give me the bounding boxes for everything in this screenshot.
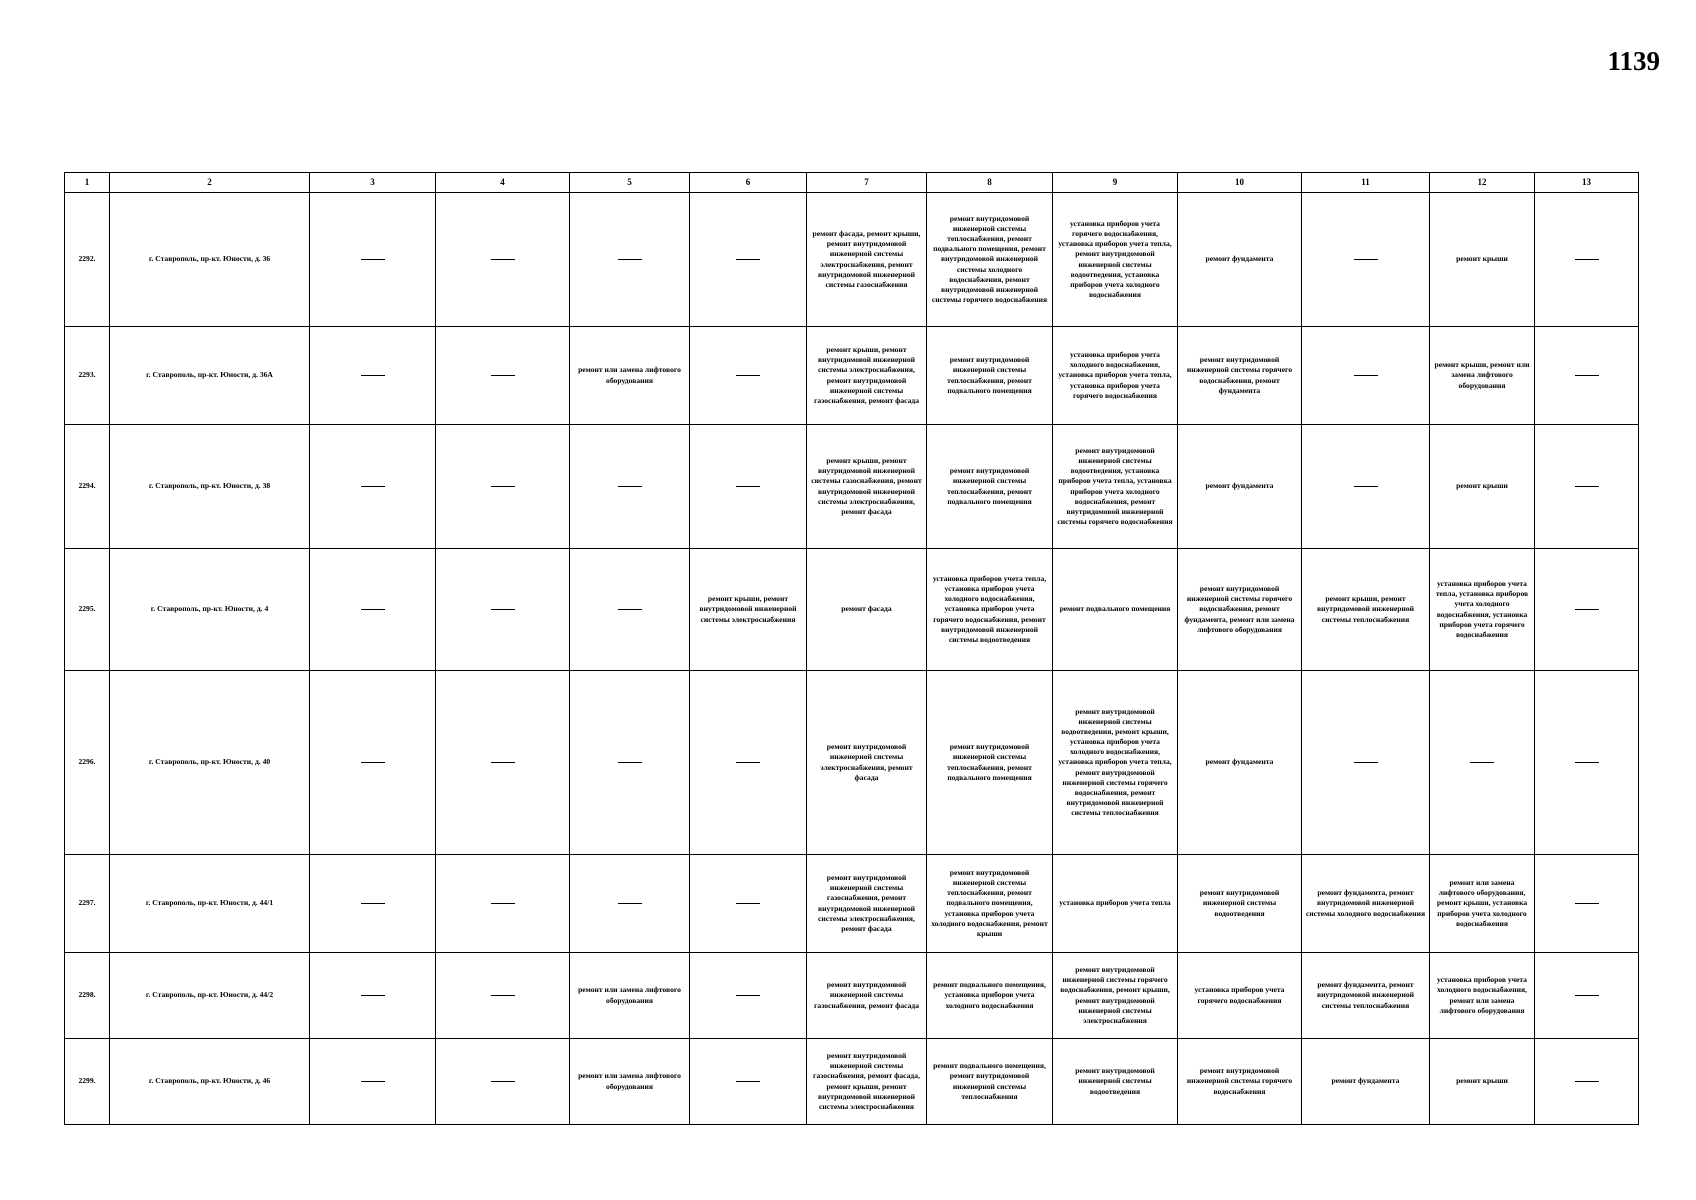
dash-mark	[1354, 375, 1378, 376]
row-number: 2299.	[65, 1039, 110, 1125]
work-cell: ремонт внутридомовой инженерной системы водоотведения, установка приборов учета тепла, установка приборов учета холодного водоснабжения, ремонт внутридомовой инженерной системы горячего водоснабжения	[1053, 425, 1178, 549]
work-cell: ремонт внутридомовой инженерной системы теплоснабжения, ремонт подвального помещения	[927, 327, 1053, 425]
dash-mark	[361, 259, 385, 260]
work-cell: ремонт фасада, ремонт крыши, ремонт внутридомовой инженерной системы электроснабжения, ремонт внутридомовой инженерной системы газоснабжения	[807, 193, 927, 327]
work-cell: установка приборов учета горячего водоснабжения, установка приборов учета тепла, ремонт внутридомовой инженерной системы водоотведения, установка приборов учета холодного водоснабжения	[1053, 193, 1178, 327]
column-header: 9	[1053, 173, 1178, 193]
empty-cell-dash	[436, 671, 570, 855]
dash-mark	[736, 995, 760, 996]
row-address: г. Ставрополь, пр-кт. Юности, д. 46	[110, 1039, 310, 1125]
empty-cell-dash	[1535, 193, 1639, 327]
empty-cell-dash	[310, 425, 436, 549]
work-cell: ремонт внутридомовой инженерной системы газоснабжения, ремонт внутридомовой инженерной системы электроснабжения, ремонт фасада	[807, 855, 927, 953]
empty-cell-dash	[436, 1039, 570, 1125]
work-cell: ремонт внутридомовой инженерной системы электроснабжения, ремонт фасада	[807, 671, 927, 855]
work-cell: ремонт фундамента, ремонт внутридомовой инженерной системы теплоснабжения	[1302, 953, 1430, 1039]
work-cell: ремонт крыши, ремонт внутридомовой инженерной системы электроснабжения, ремонт внутридомовой инженерной системы газоснабжения, ремонт фасада	[807, 327, 927, 425]
column-header: 1	[65, 173, 110, 193]
row-number: 2296.	[65, 671, 110, 855]
row-number: 2293.	[65, 327, 110, 425]
dash-mark	[618, 486, 642, 487]
dash-mark	[1575, 1081, 1599, 1082]
empty-cell-dash	[1302, 425, 1430, 549]
dash-mark	[736, 762, 760, 763]
column-header: 12	[1430, 173, 1535, 193]
table-row	[65, 327, 1639, 425]
column-header: 8	[927, 173, 1053, 193]
dash-mark	[491, 486, 515, 487]
dash-mark	[361, 995, 385, 996]
work-cell: ремонт крыши, ремонт внутридомовой инженерной системы теплоснабжения	[1302, 549, 1430, 671]
empty-cell-dash	[1302, 193, 1430, 327]
page-number: 1139	[1607, 46, 1660, 76]
row-number: 2292.	[65, 193, 110, 327]
row-address: г. Ставрополь, пр-кт. Юности, д. 36	[110, 193, 310, 327]
work-cell: ремонт крыши, ремонт внутридомовой инженерной системы электроснабжения	[690, 549, 807, 671]
work-cell: ремонт крыши, ремонт или замена лифтового оборудования	[1430, 327, 1535, 425]
dash-mark	[1354, 762, 1378, 763]
work-cell: ремонт или замена лифтового оборудования	[570, 1039, 690, 1125]
work-cell: ремонт внутридомовой инженерной системы горячего водоснабжения	[1178, 1039, 1302, 1125]
work-cell: установка приборов учета тепла, установка приборов учета холодного водоснабжения, установка приборов учета горячего водоснабжения	[1430, 549, 1535, 671]
empty-cell-dash	[436, 425, 570, 549]
empty-cell-dash	[310, 953, 436, 1039]
column-header: 10	[1178, 173, 1302, 193]
work-cell: ремонт внутридомовой инженерной системы водоотведения	[1053, 1039, 1178, 1125]
empty-cell-dash	[310, 327, 436, 425]
work-cell: ремонт фундамента	[1302, 1039, 1430, 1125]
work-cell: ремонт внутридомовой инженерной системы теплоснабжения, ремонт подвального помещения, ремонт внутридомовой инженерной системы холодного водоснабжения, ремонт внутридомовой инженерной системы горячего водоснабжения	[927, 193, 1053, 327]
dash-mark	[361, 762, 385, 763]
dash-mark	[618, 903, 642, 904]
work-cell: ремонт внутридомовой инженерной системы водоотведения	[1178, 855, 1302, 953]
work-cell: установка приборов учета холодного водоснабжения, ремонт или замена лифтового оборудования	[1430, 953, 1535, 1039]
work-cell: ремонт фундамента	[1178, 193, 1302, 327]
empty-cell-dash	[436, 953, 570, 1039]
empty-cell-dash	[1430, 671, 1535, 855]
dash-mark	[1575, 486, 1599, 487]
dash-mark	[361, 375, 385, 376]
empty-cell-dash	[436, 193, 570, 327]
dash-mark	[361, 486, 385, 487]
dash-mark	[1575, 995, 1599, 996]
row-number: 2295.	[65, 549, 110, 671]
empty-cell-dash	[690, 1039, 807, 1125]
dash-mark	[1575, 259, 1599, 260]
work-cell: ремонт внутридомовой инженерной системы теплоснабжения, ремонт подвального помещения, установка приборов учета холодного водоснабжения, ремонт крыши	[927, 855, 1053, 953]
row-number: 2297.	[65, 855, 110, 953]
dash-mark	[361, 1081, 385, 1082]
work-cell: ремонт внутридомовой инженерной системы газоснабжения, ремонт фасада	[807, 953, 927, 1039]
work-cell: установка приборов учета холодного водоснабжения, установка приборов учета тепла, установка приборов учета горячего водоснабжения	[1053, 327, 1178, 425]
work-cell: ремонт подвального помещения, установка приборов учета холодного водоснабжения	[927, 953, 1053, 1039]
work-cell: ремонт крыши	[1430, 425, 1535, 549]
dash-mark	[618, 609, 642, 610]
row-address: г. Ставрополь, пр-кт. Юности, д. 4	[110, 549, 310, 671]
empty-cell-dash	[310, 193, 436, 327]
empty-cell-dash	[310, 855, 436, 953]
table-row	[65, 193, 1639, 327]
repair-schedule-table	[64, 172, 1639, 1125]
work-cell: установка приборов учета горячего водоснабжения	[1178, 953, 1302, 1039]
dash-mark	[1575, 762, 1599, 763]
table-row	[65, 855, 1639, 953]
empty-cell-dash	[690, 671, 807, 855]
dash-mark	[361, 609, 385, 610]
dash-mark	[736, 1081, 760, 1082]
dash-mark	[491, 1081, 515, 1082]
dash-mark	[1575, 375, 1599, 376]
work-cell: ремонт фундамента, ремонт внутридомовой инженерной системы холодного водоснабжения	[1302, 855, 1430, 953]
work-cell: ремонт или замена лифтового оборудования	[570, 953, 690, 1039]
empty-cell-dash	[436, 855, 570, 953]
empty-cell-dash	[690, 855, 807, 953]
empty-cell-dash	[436, 327, 570, 425]
empty-cell-dash	[570, 671, 690, 855]
dash-mark	[491, 609, 515, 610]
work-cell: установка приборов учета тепла	[1053, 855, 1178, 953]
empty-cell-dash	[1535, 327, 1639, 425]
empty-cell-dash	[570, 549, 690, 671]
dash-mark	[491, 762, 515, 763]
empty-cell-dash	[1302, 671, 1430, 855]
work-cell: ремонт внутридомовой инженерной системы горячего водоснабжения, ремонт фундамента	[1178, 327, 1302, 425]
dash-mark	[1575, 609, 1599, 610]
column-header: 7	[807, 173, 927, 193]
row-number: 2298.	[65, 953, 110, 1039]
work-cell: ремонт внутридомовой инженерной системы теплоснабжения, ремонт подвального помещения	[927, 671, 1053, 855]
row-address: г. Ставрополь, пр-кт. Юности, д. 44/1	[110, 855, 310, 953]
dash-mark	[736, 375, 760, 376]
work-cell: ремонт фундамента	[1178, 425, 1302, 549]
work-cell: ремонт внутридомовой инженерной системы водоотведения, ремонт крыши, установка приборов учета холодного водоснабжения, установка приборов учета тепла, ремонт внутридомовой инженерной системы горячего водоснабжения, ремонт внутридомовой инженерной системы теплоснабжения	[1053, 671, 1178, 855]
column-header: 4	[436, 173, 570, 193]
column-header: 13	[1535, 173, 1639, 193]
dash-mark	[491, 995, 515, 996]
dash-mark	[618, 259, 642, 260]
empty-cell-dash	[570, 193, 690, 327]
work-cell: ремонт подвального помещения, ремонт внутридомовой инженерной системы теплоснабжения	[927, 1039, 1053, 1125]
dash-mark	[736, 903, 760, 904]
empty-cell-dash	[1535, 855, 1639, 953]
empty-cell-dash	[1535, 1039, 1639, 1125]
table-row	[65, 671, 1639, 855]
row-address: г. Ставрополь, пр-кт. Юности, д. 38	[110, 425, 310, 549]
work-cell: ремонт или замена лифтового оборудования	[570, 327, 690, 425]
table-row	[65, 1039, 1639, 1125]
row-address: г. Ставрополь, пр-кт. Юности, д. 44/2	[110, 953, 310, 1039]
column-header: 11	[1302, 173, 1430, 193]
dash-mark	[736, 259, 760, 260]
empty-cell-dash	[310, 671, 436, 855]
work-cell: ремонт внутридомовой инженерной системы теплоснабжения, ремонт подвального помещения	[927, 425, 1053, 549]
row-address: г. Ставрополь, пр-кт. Юности, д. 40	[110, 671, 310, 855]
work-cell: установка приборов учета тепла, установка приборов учета холодного водоснабжения, установка приборов учета горячего водоснабжения, ремонт внутридомовой инженерной системы водоотведения	[927, 549, 1053, 671]
work-cell: ремонт крыши, ремонт внутридомовой инженерной системы газоснабжения, ремонт внутридомовой инженерной системы электроснабжения, ремонт фасада	[807, 425, 927, 549]
work-cell: ремонт внутридомовой инженерной системы горячего водоснабжения, ремонт крыши, ремонт внутридомовой инженерной системы электроснабжения	[1053, 953, 1178, 1039]
dash-mark	[491, 375, 515, 376]
work-cell: ремонт фасада	[807, 549, 927, 671]
row-address: г. Ставрополь, пр-кт. Юности, д. 36А	[110, 327, 310, 425]
empty-cell-dash	[690, 953, 807, 1039]
column-header: 6	[690, 173, 807, 193]
empty-cell-dash	[1535, 953, 1639, 1039]
dash-mark	[491, 903, 515, 904]
dash-mark	[618, 762, 642, 763]
dash-mark	[361, 903, 385, 904]
table-row	[65, 953, 1639, 1039]
column-header: 3	[310, 173, 436, 193]
work-cell: ремонт фундамента	[1178, 671, 1302, 855]
empty-cell-dash	[310, 549, 436, 671]
empty-cell-dash	[1535, 671, 1639, 855]
column-header: 2	[110, 173, 310, 193]
work-cell: ремонт внутридомовой инженерной системы газоснабжения, ремонт фасада, ремонт крыши, ремонт внутридомовой инженерной системы электроснабжения	[807, 1039, 927, 1125]
column-header: 5	[570, 173, 690, 193]
table-row	[65, 549, 1639, 671]
table-row	[65, 425, 1639, 549]
dash-mark	[1470, 762, 1494, 763]
work-cell: ремонт подвального помещения	[1053, 549, 1178, 671]
dash-mark	[1354, 486, 1378, 487]
empty-cell-dash	[1535, 549, 1639, 671]
empty-cell-dash	[310, 1039, 436, 1125]
row-number: 2294.	[65, 425, 110, 549]
work-cell: ремонт или замена лифтового оборудования, ремонт крыши, установка приборов учета холодного водоснабжения	[1430, 855, 1535, 953]
work-cell: ремонт внутридомовой инженерной системы горячего водоснабжения, ремонт фундамента, ремонт или замена лифтового оборудования	[1178, 549, 1302, 671]
empty-cell-dash	[570, 855, 690, 953]
empty-cell-dash	[570, 425, 690, 549]
column-number-row	[65, 173, 1639, 193]
work-cell: ремонт крыши	[1430, 193, 1535, 327]
work-cell: ремонт крыши	[1430, 1039, 1535, 1125]
dash-mark	[1575, 903, 1599, 904]
empty-cell-dash	[690, 425, 807, 549]
dash-mark	[1354, 259, 1378, 260]
empty-cell-dash	[690, 327, 807, 425]
empty-cell-dash	[1302, 327, 1430, 425]
table-body	[65, 193, 1639, 1125]
dash-mark	[736, 486, 760, 487]
dash-mark	[491, 259, 515, 260]
empty-cell-dash	[436, 549, 570, 671]
empty-cell-dash	[1535, 425, 1639, 549]
empty-cell-dash	[690, 193, 807, 327]
